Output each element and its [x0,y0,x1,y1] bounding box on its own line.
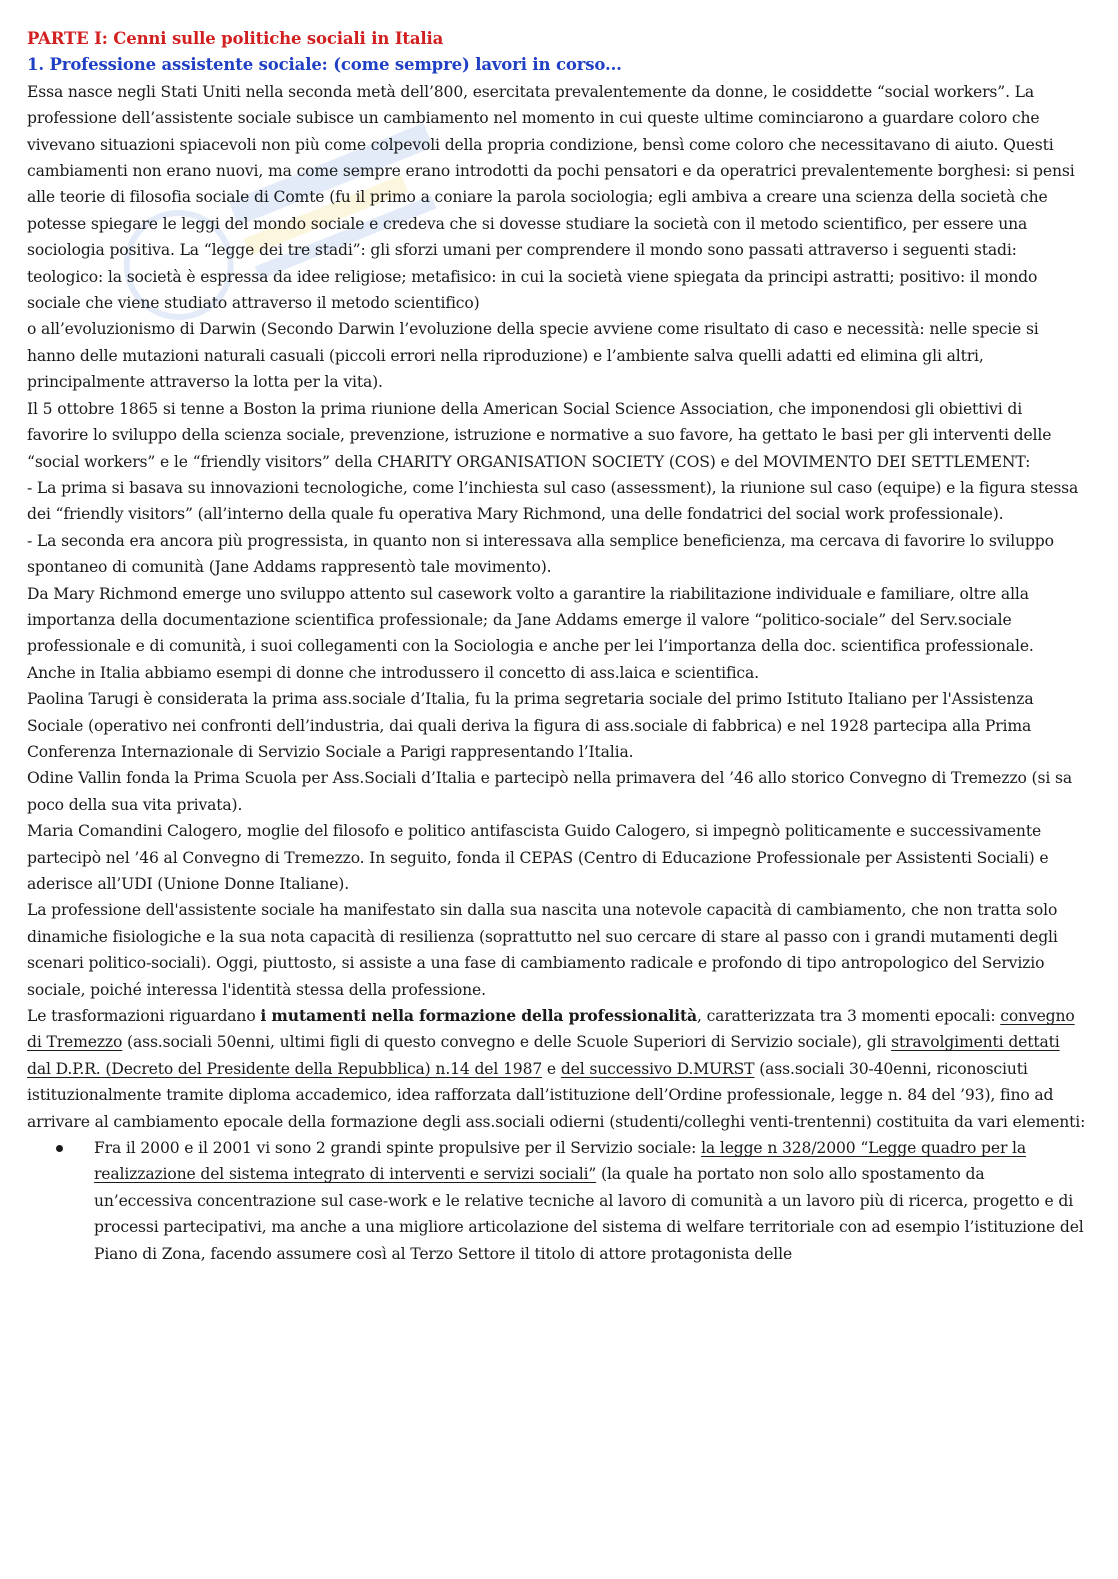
paragraph: Odine Vallin fonda la Prima Scuola per Ass.Sociali d’Italia e partecipò nella primavera del ’46 allo storico Convegno di Tremezzo (si sa poco della sua vita privata). [27,769,1072,814]
paragraph: Paolina Tarugi è considerata la prima ass.sociale d’Italia, fu la prima segretaria sociale del primo Istituto Italiano per l'Assistenza Sociale (operativo nei confronti dell’industria, dai quali deriva la figura di ass.sociale di fabbrica) e nel 1928 partecipa alla Prima Conferenza Internazionale di Servizio Sociale a Parigi rappresentando l’Italia. [27,690,1034,761]
text-run: , caratterizzata tra 3 momenti epocali: [696,1007,1001,1026]
transformations-paragraph [27,1003,1087,1135]
paragraph: Il 5 ottobre 1865 si tenne a Boston la prima riunione della American Social Science Association, che imponendosi gli obiettivi di favorire lo sviluppo della scienza sociale, prevenzione, istruzione e normative a suo favore, ha gettato le basi per gli interventi delle “social workers” e le “friendly visitors” della CHARITY ORGANISATION SOCIETY (COS) e del MOVIMENTO DEI SETTLEMENT: [27,399,1052,471]
paragraph: Da Mary Richmond emerge uno sviluppo attento sul casework volto a garantire la riabilitazione individuale e familiare, oltre alla importanza della documentazione scientifica professionale; da Jane Addams emerge il valore “politico-sociale” del Serv.sociale professionale e di comunità, i suoi collegamenti con la Sociologia e anche per lei l’importanza della doc. scientifica professionale. [27,584,1034,656]
text-run: (ass.sociali 30-40enni, riconosciuti istituzionalmente tramite diploma accademico, idea rafforzata dall’istituzione dell’Ordine professionale, legge n. 84 del ’93), fino ad arrivare al cambiamento epocale della formazione degli ass.sociali odierni (studenti/colleghi venti-trentenni) costituita da vari elementi: [27,1059,1086,1131]
paragraph: o all’evoluzionismo di Darwin (Secondo Darwin l’evoluzione della specie avviene come risultato di caso e necessità: nelle specie si hanno delle mutazioni naturali casuali (piccoli errori nella riproduzione) e l’ambiente salva quelli adatti ed elimina gli altri, principalmente attraverso la lotta per la vita). [27,320,1039,392]
paragraph: Maria Comandini Calogero, moglie del filosofo e politico antifascista Guido Calogero, si impegnò politicamente e successivamente partecipò nel ’46 al Convegno di Tremezzo. In seguito, fonda il CEPAS (Centro di Educazione Professionale per Assistenti Sociali) e aderisce all’UDI (Unione Donne Italiane). [27,822,1049,893]
paragraph: Essa nasce negli Stati Uniti nella seconda metà dell’800, esercitata prevalentemente da donne, le cosiddette “social workers”. La professione dell’assistente sociale subisce un cambiamento nel momento in cui queste ultime cominciarono a guardare coloro che vivevano situazioni spiacevoli non più come colpevoli della propria condizione, bensì come coloro che necessitavano di aiuto. Questi cambiamenti non erano nuovi, ma come sempre erano introdotti da pochi pensatori e da operatrici prevalentemente borghesi: si pensi alle teorie di filosofia sociale di Comte (fu il primo a coniare la parola sociologia; egli ambiva a creare una scienza della società che potesse spiegare le leggi del mondo sociale e credeva che si dovesse studiare la società con il metodo scientifico, per essere una sociologia positiva. La “legge dei tre stadi”: gli sforzi umani per comprendere il mondo sono passati attraverso i seguenti stadi: teologico: la società è espressa da idee religiose; metafisico: in cui la società viene spiegata da principi astratti; positivo: il mondo sociale che viene studiato attraverso il metodo scientifico) [27,82,1075,313]
text-run: Fra il 2000 e il 2001 vi sono 2 grandi spinte propulsive per il Servizio sociale: [94,1139,702,1158]
document-page [27,26,1087,1267]
text-run: (la quale ha portato non solo allo spostamento da un’eccessiva concentrazione sul case-work e le relative tecniche al lavoro di comunità a un lavoro più di ricerca, progetto e di processi partecipativi, ma anche a una migliore articolazione del sistema di welfare territoriale con ad esempio l’istituzione del Piano di Zona, facendo assumere così al Terzo Settore il titolo di attore protagonista delle [94,1165,1084,1263]
text-run: (ass.sociali 50enni, ultimi figli di questo convegno e delle Scuole Superiori di Servizio sociale), gli [122,1033,892,1052]
paragraph: - La seconda era ancora più progressista, in quanto non si interessava alla semplice beneficienza, ma cercava di favorire lo sviluppo spontaneo di comunità (Jane Addams rappresentò tale movimento). [27,531,1054,577]
text-run: Le trasformazioni riguardano [27,1007,261,1026]
paragraph: - La prima si basava su innovazioni tecnologiche, come l’inchiesta sul caso (assessment), la riunione sul caso (equipe) e la figura stessa dei “friendly visitors” (all’interno della quale fu operativa Mary Richmond, una delle fondatrici del social work professionale). [27,478,1079,524]
text-run: e [542,1059,561,1078]
part-title: PARTE I: Cenni sulle politiche sociali in Italia [27,29,444,48]
paragraph: La professione dell'assistente sociale ha manifestato sin dalla sua nascita una notevole capacità di cambiamento, che non tratta solo dinamiche fisiologiche e la sua nota capacità di resilienza (soprattutto nel suo cercare di stare al passo con i grandi mutamenti degli scenari politico-sociali). Oggi, piuttosto, si assiste a una fase di cambiamento radicale e profondo di tipo antropologico del Servizio sociale, poiché interessa l'identità stessa della professione. [27,901,1058,999]
underlined-phrase: del successivo D.MURST [560,1059,755,1078]
bold-phrase: i mutamenti nella formazione della professionalità [260,1006,697,1026]
section-title: 1. Professione assistente sociale: (come sempre) lavori in corso... [27,55,622,75]
underlined-phrase: stravolgimenti dettati dal D.P.R. (Decreto del Presidente della Repubblica) n.14 del 1987 [27,1033,1060,1078]
paragraph: Anche in Italia abbiamo esempi di donne che introdussero il concetto di ass.laica e scientifica. [27,663,759,682]
list-item [94,1135,1087,1267]
underlined-phrase: convegno di Tremezzo [27,1007,1075,1052]
underlined-phrase: la legge n 328/2000 “Legge quadro per la realizzazione del sistema integrato di interventi e servizi sociali” [94,1139,1027,1184]
bullet-list [27,1135,1087,1267]
